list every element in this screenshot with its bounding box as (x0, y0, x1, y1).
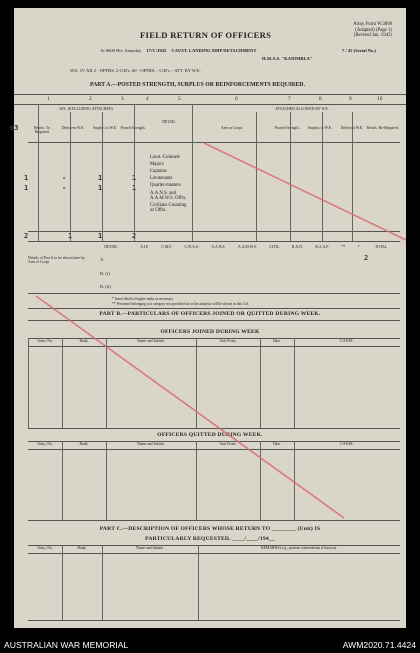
part-a-heading: PART A.—POSTED STRENGTH, SURPLUS OR REINFORCEMENTS REQUIRED. (90, 82, 305, 88)
part-c-subheading: PARTICULARLY REQUESTED. ____/____/194__ (145, 536, 275, 542)
part-b-heading: PART B.—PARTICULARS OF OFFICERS JOINED OR QUITTED DURING WEEK. (99, 311, 321, 317)
quitted-heading: OFFICERS QUITTED DURING WEEK. (157, 432, 263, 438)
archive-id: AWM2020.71.4424 (342, 640, 416, 650)
joined-columns: Army No. Rank. Name and Initials. Unit From. Date. CAUSE. (37, 339, 354, 343)
document-page: Army Form W.3008 (Adapted) (Page 1) (Revised Jan. 1942) FIELD RETURN OF OFFICERS At 0600 Hrs. Saturday 17/3 /1945 5 AUST. LANDING SHIP DETACHMENT H.M.A.S. "KANIMBLA" W.E. IV XII 2 - OFFRS. 2 O.R's. 60 - OFFRS. - O.R's. - ATT. BY W.E. 7 / 45 (Serial No.) PART A.—POSTED STRENGTH, SURPLUS OR REINFORCEMENTS REQUIRED. 1 2 3 4 5 6 7 8 9 10 W.E. (EXCLUDING ATTACHED) ATTACHED ALLOWED BY W.E. DETAIL Reinfs. To Required. Deficient W.E. Surplus to W.E. Posted Strength. Arm or Corps. Posted Strength. Surplus to W.E. Deficient W.E. Reinfs. Re-Required. W3 Lieut.-Colonels Majors Captains Lieutenants Quarter-masters A.A.N.S. and A.A.M.W.S. Offrs. Civilians Counting as Offrs. 1 - 1 1 1 - 1 1 2 1 1 2 DETAIL A.I.F. C.M.F. C.W.A.S. A.A.N.S. A.A.M.W.S. CIVIL R.A.N. R.A.A.F. ** * TOTAL Details of Part A to be shown here by Arm of Corps A. B. (i) B. (ii) 2 * Insert detail of higher ranks as necessary. ** Personnel belonging to a category not provided for in the analysis will be shown in this Col. PART B.—PARTICULARS OF OFFICERS JOINED OR QUITTED DURING WEEK. OFFICERS JOINED DURING WEEK Army No. Rank. Name and Initials. Unit From. Date. CAUSE. OFFICERS QUITTED DURING WEEK. Army No. Rank. Name and Initials. Unit From. Date. CAUSE. PART C.—DESCRIPTION OF OFFICERS WHOSE RETURN TO ________ (Unit) IS PARTICULARLY REQUESTED. ____/____/194__ Army No. Rank. Name and Initials. REMARKS (e.g., present whereabouts if known). (14, 8, 406, 628)
time-line: At 0600 Hrs. Saturday 17/3 /1945 5 AUST. LANDING SHIP DETACHMENT (100, 48, 257, 53)
unit-line-2: H.M.A.S. "KANIMBLA" (262, 56, 313, 61)
joined-heading: OFFICERS JOINED DURING WEEK (160, 329, 260, 335)
we-line: W.E. IV XII 2 - OFFRS. 2 O.R's. 60 - OFFRS. - O.R's. - ATT. BY W.E. (70, 68, 201, 73)
corps-header-row: A.I.F. C.M.F. C.W.A.S. A.A.N.S. A.A.M.W.S. CIVIL R.A.N. R.A.A.F. ** * (140, 245, 360, 249)
red-strike-lines (14, 8, 406, 628)
rank-list: Lieut.-Colonels Majors Captains Lieutenants Quarter-masters A.A.N.S. and A.A.M.W.S. Offrs. Civilians Counting as Offrs. (150, 155, 187, 213)
serial-no: 7 / 45 (Serial No.) (342, 48, 377, 53)
part-c-heading: PART C.—DESCRIPTION OF OFFICERS WHOSE RETURN TO ________ (Unit) IS (99, 526, 321, 532)
part-c-columns: Army No. Rank. Name and Initials. REMARKS (e.g., present whereabouts if known). (37, 546, 337, 550)
form-identifier: Army Form W.3008 (Adapted) (Page 1) (Revised Jan. 1942) (353, 22, 392, 39)
quitted-columns: Army No. Rank. Name and Initials. Unit From. Date. CAUSE. (37, 442, 354, 446)
form-title: FIELD RETURN OF OFFICERS (140, 30, 272, 40)
archive-credit: AUSTRALIAN WAR MEMORIAL (4, 640, 129, 650)
